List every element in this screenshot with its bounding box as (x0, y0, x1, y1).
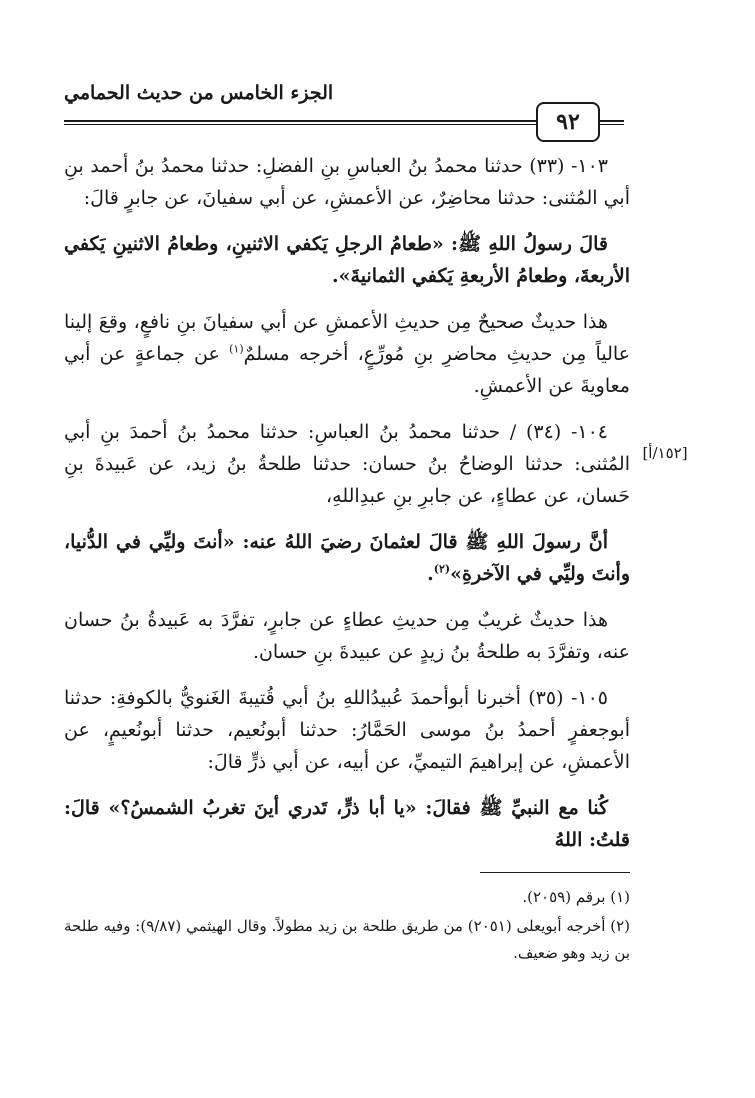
paragraph-text: كُنا مع النبيِّ ﷺ فقالَ: «يا أبا ذرٍّ، تَدري أينَ تغربُ الشمسُ؟» قالَ: قلتُ: اللهُ (64, 797, 630, 851)
manuscript-folio-ref: [١٥٢/أ] (642, 444, 688, 462)
footnote-2: (٢) أخرجه أبويعلى (٢٠٥١) من طريق طلحة بن زيد مطولاً. وقال الهيثمي (٩/٨٧): وفيه طلحة بن زيد وهو ضعيف. (64, 917, 630, 962)
paragraph-hadith-105-isnad (64, 682, 630, 778)
page-number: ٩٢ (536, 102, 600, 142)
paragraph-text: ١٠٤- (٣٤) / حدثنا محمدُ بنُ العباسِ: حدثنا محمدُ بنُ أحمدَ بنِ أبي المُثنى: حدثنا الوضاحُ بنُ حسان: حدثنا طلحةُ بنُ زيد، عن عَبيدةَ بنِ حَسان، عن عطاءٍ، عن جابرِ بنِ عبدِاللهِ، (64, 421, 630, 507)
header-title: الجزء الخامس من حديث الحمامي (64, 82, 334, 104)
paragraph-hadith-103-matn (64, 228, 630, 292)
footnote-marker: (١) (229, 342, 244, 356)
footnotes (64, 884, 630, 969)
paragraph-text: قالَ رسولُ اللهِ ﷺ: «طعامُ الرجلِ يَكفي الاثنينِ، وطعامُ الاثنينِ يَكفي الأربعةَ، وطعامُ الأربعةِ يَكفي الثمانيةَ». (64, 233, 630, 287)
paragraph-hadith-104-comment (64, 604, 630, 668)
paragraph-text-rest: عن جماعةٍ عن أبي معاويةَ عن الأعمشِ. (64, 343, 630, 397)
paragraph-text: هذا حديثٌ صحيحٌ مِن حديثِ الأعمشِ عن أبي سفيانَ بنِ نافعٍ، وقعَ إلينا عالياً مِن حديثِ محاضرِ بنِ مُورِّعٍ، أخرجه مسلمٌ (64, 311, 630, 365)
paragraph-text: أنَّ رسولَ اللهِ ﷺ قالَ لعثمانَ رضيَ اللهُ عنه: «أنتَ وليِّي في الدُّنيا، وأنتَ وليِّي في الآخرةِ» (64, 531, 630, 585)
footnote-marker: (٢) (433, 562, 451, 576)
paragraph-hadith-105-matn (64, 792, 630, 856)
paragraph-hadith-103-comment (64, 306, 630, 402)
paragraph-text: ١٠٣- (٣٣) حدثنا محمدُ بنُ العباسِ بنِ الفضلِ: حدثنا محمدُ بنُ أحمد بنِ أبي المُثنى: حدثنا محاضِرٌ، عن الأعمشِ، عن أبي سفيانَ، عن جابرٍ قالَ: (64, 155, 630, 209)
footnote-separator (480, 872, 630, 873)
paragraph-hadith-103-isnad (64, 150, 630, 214)
paragraph-text: ١٠٥- (٣٥) أخبرنا أبوأحمدَ عُبيدُاللهِ بنُ أبي قُتيبةَ الغَنويُّ بالكوفةِ: حدثنا أبوجعفرٍ أحمدُ بنُ موسى الحَمَّارُ: حدثنا أبونُعيم، حدثنا أبونُعيمٍ، عن الأعمشِ، عن إبراهيمَ التيميِّ، عن أبيه، عن أبي ذرٍّ قالَ: (64, 687, 630, 773)
main-text (64, 150, 630, 870)
running-header (64, 82, 524, 104)
paragraph-hadith-104-matn (64, 526, 630, 590)
footnote-1: (١) برقم (٢٠٥٩). (522, 888, 630, 906)
paragraph-text-rest: . (427, 563, 434, 585)
paragraph-hadith-104-isnad (64, 416, 630, 512)
paragraph-text: هذا حديثٌ غريبٌ مِن حديثِ عطاءٍ عن جابرٍ، تفرَّدَ به عَبيدةُ بنُ حسان عنه، وتفرَّدَ به طلحةُ بنُ زيدٍ عن عبيدةَ بنِ حسان. (64, 609, 630, 663)
